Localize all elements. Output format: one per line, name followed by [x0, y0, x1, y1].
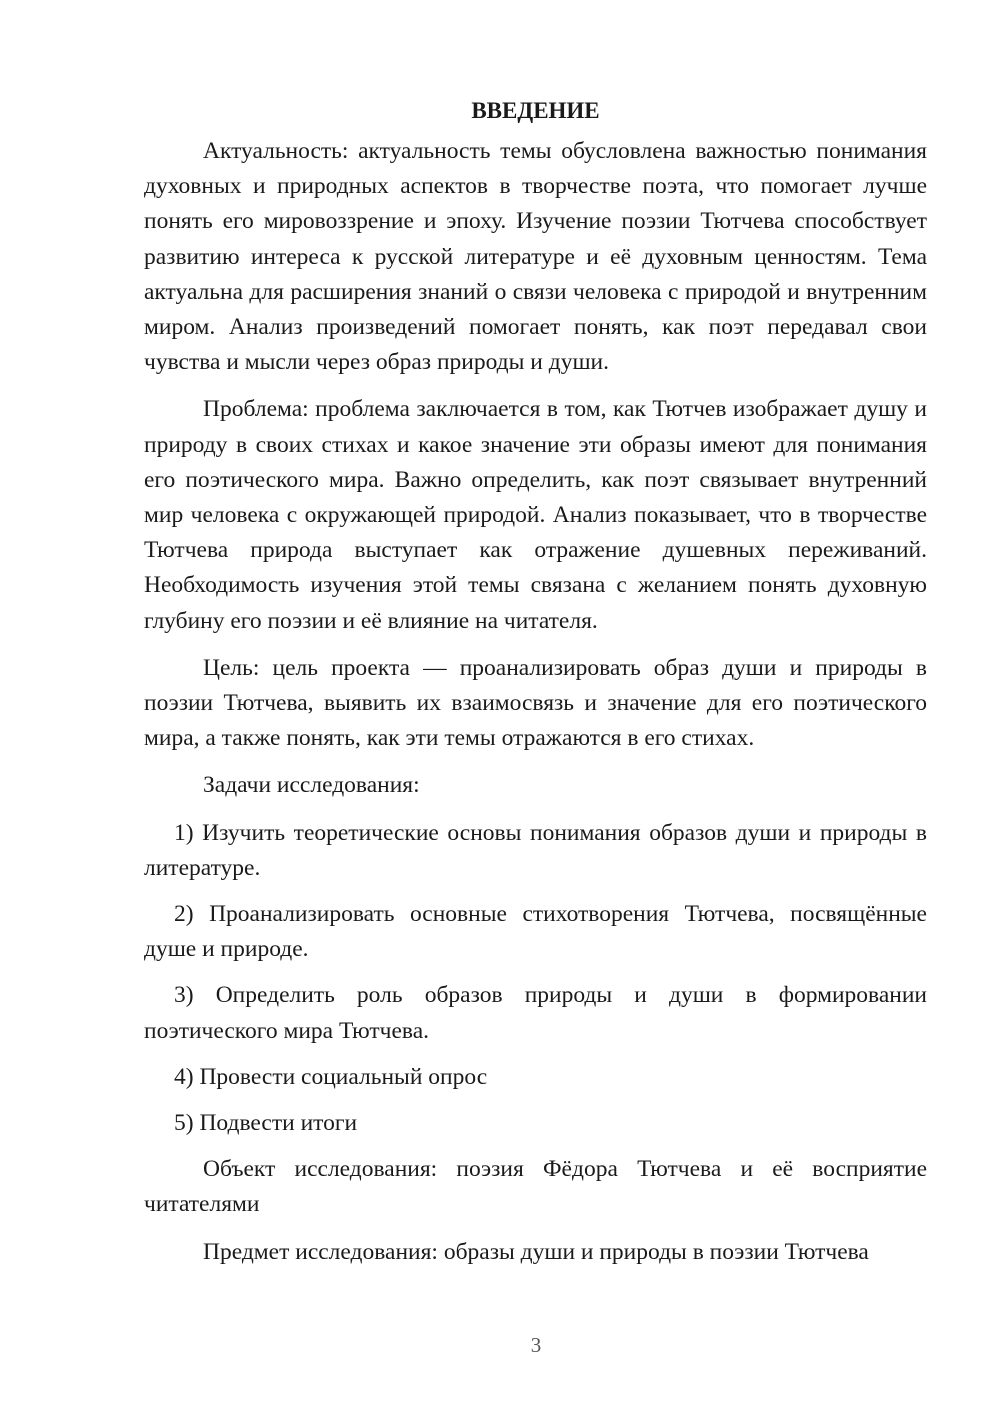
task-item: 2) Проанализировать основные стихотворения Тютчева, посвящённые душе и природе. [144, 901, 927, 963]
page-title: ВВЕДЕНИЕ [471, 98, 600, 123]
relevance-paragraph: Актуальность: актуальность темы обусловлена важностью понимания духовных и природных аспектов в творчестве поэта, что помогает лучше понять его мировоззрение и эпоху. Изучение поэзии Тютчева способствует развитию интереса к русской литературе и её духовным ценностям. Тема актуальна для расширения знаний о связи человека с природой и внутренним миром. Анализ произведений помогает понять, как поэт передавал свои чувства и мысли через образ природы и души. [144, 138, 927, 376]
page-content [144, 93, 927, 1282]
goal-paragraph: Цель: цель проекта — проанализировать образ души и природы в поэзии Тютчева, выявить их взаимосвязь и значение для его поэтического мира, а также понять, как эти темы отражаются в его стихах. [144, 654, 927, 752]
task-item: 3) Определить роль образов природы и души в формировании поэтического мира Тютчева. [144, 982, 927, 1044]
task-item: 5) Подвести итоги [174, 1110, 358, 1137]
object-paragraph: Объект исследования: поэзия Фёдора Тютчева и её восприятие читателями [144, 1156, 927, 1218]
task-item: 1) Изучить теоретические основы понимания образов души и природы в литературе. [144, 819, 927, 881]
problem-paragraph: Проблема: проблема заключается в том, как Тютчев изображает душу и природу в своих стихах и какое значение эти образы имеют для понимания его поэтического мира. Важно определить, как поэт связывает внутренний мир человека с окружающей природой. Анализ показывает, что в творчестве Тютчева природа выступает как отражение душевных переживаний. Необходимость изучения этой темы связана с желанием понять духовную глубину его поэзии и её влияние на читателя. [144, 396, 927, 634]
subject-paragraph: Предмет исследования: образы души и природы в поэзии Тютчева [203, 1238, 869, 1265]
page-number: 3 [530, 1333, 542, 1357]
tasks-heading: Задачи исследования: [203, 772, 420, 799]
task-item: 4) Провести социальный опрос [174, 1063, 488, 1090]
